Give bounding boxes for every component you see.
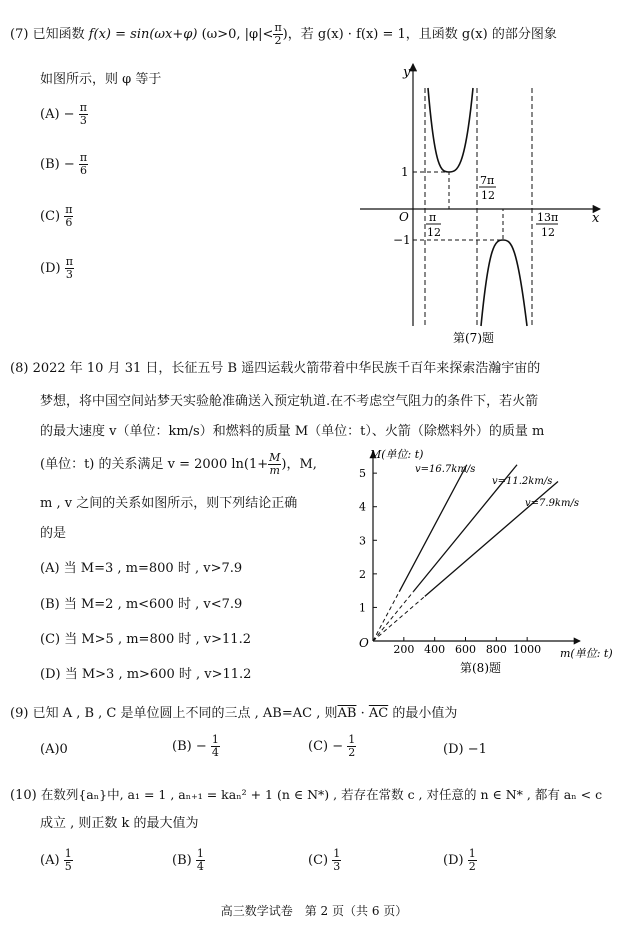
tick-pi12-den: 12 [427,226,441,239]
fraction-den: 5 [64,860,72,873]
tick-pi12-num: π [429,211,437,224]
q10-option-c[interactable] [308,848,341,873]
q9-tail: 的最小值为 [388,706,458,721]
q9-option-b[interactable] [172,734,220,759]
q7-number: (7) [10,27,29,42]
q7-condition-fraction [273,22,282,47]
q7-text: 已知函数 [32,27,85,42]
q8-line5: m , v 之间的关系如图所示，则下列结论正确 [40,496,298,511]
q8-option-a[interactable]: (A) 当 M=3 , m=800 时 , v>7.9 [40,561,243,576]
option-label: (C) [308,853,329,868]
vector-ac: $\overline{AC}$ [368,706,389,721]
option-fraction [64,848,73,873]
dot-operator: · [356,706,369,721]
fraction-den: 2 [274,34,282,47]
q8-option-c[interactable]: (C) 当 M>5 , m=800 时 , v>11.2 [40,632,251,647]
fraction-num: π [274,21,282,34]
q8-formula-tail: )，M, [281,457,317,472]
tick-7pi12-den: 12 [481,189,495,202]
fraction-den: 3 [333,860,341,873]
q7-condition-tail: )，若 g(x) · f(x) = 1，且函数 g(x) 的部分图象 [282,27,557,42]
series-line-dashed [373,592,413,641]
fraction-num: π [65,255,73,268]
q8-chart [355,448,620,685]
origin-label: O [399,210,409,224]
fraction-num: 1 [348,733,356,746]
q9-stem [10,702,457,721]
q10-line1 [10,785,602,803]
option-label: (C) [40,209,61,224]
option-fraction [79,102,88,127]
x-tick-label: 400 [424,643,446,656]
q9-text: 已知 A , B , C 是单位圆上不同的三点 , AB=AC , 则 [32,706,338,721]
q7-option-a[interactable] [40,102,88,127]
q7-option-c[interactable] [40,204,73,229]
fraction-den: 6 [79,164,87,177]
q9-number: (9) [10,706,29,721]
q8-caption: 第(8)题 [460,661,501,675]
q8-option-b[interactable]: (B) 当 M=2 , m<600 时 , v<7.9 [40,597,243,612]
q8-line4 [40,452,317,477]
curve-lower [481,240,527,326]
fraction-den: 3 [65,268,73,281]
tick-7pi12-num: 7π [480,174,495,187]
x-tick-label: 600 [455,643,476,656]
fraction-den: 2 [348,746,356,759]
curve-upper [428,88,473,172]
x-tick-label: 200 [393,643,415,656]
fraction-den: 4 [196,860,204,873]
guide-y1 [413,172,449,209]
option-fraction [196,848,205,873]
q10-option-a[interactable] [40,848,73,873]
q7-option-b[interactable] [40,152,88,177]
option-fraction [79,152,88,177]
q10-option-b[interactable] [172,848,205,873]
q7-condition: (ω>0, |φ|< [201,27,274,42]
x-axis-label: x [592,211,600,226]
fraction-num: π [79,151,88,164]
series-label: v=16.7km/s [415,464,476,475]
option-fraction [64,204,73,229]
x-axis-label: m(单位: t) [560,647,613,660]
q8-line6: 的是 [40,526,67,541]
option-label: (B) − [172,739,207,754]
y-tick-label: 5 [359,467,366,481]
q9-option-c[interactable] [308,734,356,759]
option-fraction [347,734,356,759]
origin-label: O [359,636,369,650]
q10-option-d[interactable] [443,848,477,873]
fraction-den: 4 [211,746,219,759]
y-tick-label: 4 [359,500,366,514]
q7-caption: 第(7)题 [453,331,494,345]
x-tick-label: 1000 [513,643,542,656]
fraction-num: 1 [211,733,219,746]
fraction-num: 1 [64,847,72,860]
q8-formula: (单位：t) 的关系满足 v = 2000 ln(1+ [40,457,269,472]
tick-minus-1: −1 [393,233,411,247]
q10-line2: 成立 , 则正数 k 的最大值为 [40,816,199,831]
vector-ab: $\overline{AB}$ [337,706,357,721]
fraction-num: π [65,203,73,216]
q9-option-a[interactable]: (A)0 [40,742,68,757]
option-label: (B) [172,853,192,868]
option-label: (D) [40,261,61,276]
fraction-num: M [269,451,281,464]
series-label: v=7.9km/s [525,498,579,509]
q8-line3: 的最大速度 v（单位：km/s）和燃料的质量 M（单位：t）、火箭（除燃料外）的质量 m [40,424,545,439]
q8-number: (8) [10,361,29,376]
q8-line1 [10,357,540,376]
y-tick-label: 3 [359,534,366,548]
q7-option-d[interactable] [40,256,74,281]
q7-function: f(x) = sin(ωx+φ) [88,27,198,42]
series-line-dashed [373,592,399,641]
y-tick-label: 1 [359,601,366,615]
option-fraction [468,848,477,873]
option-label: (D) [443,853,464,868]
y-axis-label: M(单位: t) [370,448,424,461]
q8-fraction [268,452,281,477]
y-tick-label: 2 [359,567,366,581]
option-fraction [65,256,74,281]
option-label: (B) − [40,157,75,172]
tick-1: 1 [401,165,409,179]
q7-stem [10,22,557,47]
q8-text: 2022 年 10 月 31 日，长征五号 B 遥四运载火箭带着中华民族千百年来探索浩瀚宇宙的 [32,361,541,376]
fraction-den: m [269,464,280,477]
q10-number: (10) [10,788,37,803]
page-footer: 高三数学试卷 第 2 页（共 6 页） [220,904,408,918]
y-axis-label: y [403,65,411,80]
q8-option-d[interactable]: (D) 当 M>3 , m>600 时 , v>11.2 [40,667,252,682]
option-fraction [211,734,220,759]
tick-13pi12-num: 13π [537,211,559,224]
option-label: (C) − [308,739,344,754]
series-line-dashed [373,596,425,641]
q8-line2: 梦想，将中国空间站梦天实验舱准确送入预定轨道.在不考虑空气阻力的条件下，若火箭 [40,394,539,409]
option-label: (A) [40,853,60,868]
fraction-num: 1 [468,847,476,860]
fraction-den: 2 [468,860,476,873]
fraction-den: 3 [79,114,87,127]
series-label: v=11.2km/s [492,476,553,487]
q9-option-d[interactable]: (D) −1 [443,742,487,757]
option-label: (A) − [40,107,75,122]
fraction-den: 6 [65,216,73,229]
q10-text: 在数列{aₙ}中, a₁ = 1 , aₙ₊₁ = kaₙ² + 1 (n ∈ N*) , 若存在常数 c , 对任意的 n ∈ N* , 都有 aₙ < c [40,787,603,802]
fraction-num: π [79,101,87,114]
fraction-num: 1 [333,847,341,860]
x-tick-label: 800 [485,643,507,656]
option-fraction [332,848,341,873]
q7-line2: 如图所示，则 φ 等于 [40,72,162,87]
fraction-num: 1 [196,847,204,860]
series-line [399,465,467,592]
tick-13pi12-den: 12 [541,226,555,239]
q7-graph [355,58,615,348]
